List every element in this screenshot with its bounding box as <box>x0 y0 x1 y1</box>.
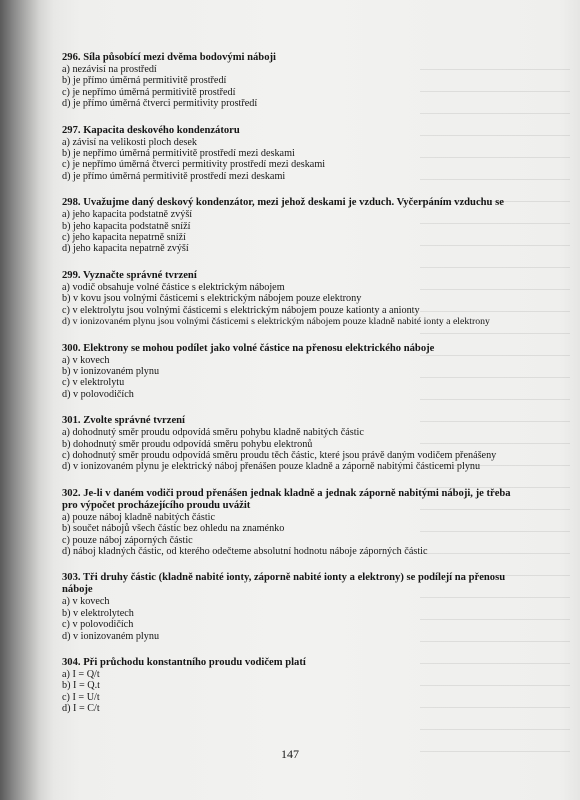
question-title: 301. Zvolte správné tvrzení <box>62 415 185 427</box>
option-a: a) nezávisí na prostředí <box>62 64 157 75</box>
question-title: 297. Kapacita deskového kondenzátoru <box>62 124 240 136</box>
option-b: b) je nepřímo úměrná permitivitě prostředí mezi deskami <box>62 148 295 160</box>
question-302 <box>62 488 562 558</box>
option-a: a) dohodnutý směr proudu odpovídá směru pohybu kladně nabitých částic <box>62 427 364 439</box>
option-d: d) je přímo úměrná čtverci permitivity prostředí <box>62 98 258 110</box>
option-c: c) je nepřímo úměrná permitivitě prostředí <box>62 86 236 98</box>
option-b: b) jeho kapacita podstatně sníží <box>62 220 191 232</box>
option-b: b) I = Q.t <box>62 680 100 692</box>
option-a: a) závisí na velikosti ploch desek <box>62 136 197 148</box>
option-d: d) v ionizovaném plynu <box>62 630 160 642</box>
question-300 <box>62 343 562 401</box>
option-b: b) v elektrolytech <box>62 607 134 619</box>
question-title: 302. Je-li v daném vodiči proud přenášen jednak kladně a jednak záporně nabitými náboji, je třeba pro výpočet procházejícího proudu uvážit <box>62 487 511 511</box>
question-title: 298. Uvažujme daný deskový kondenzátor, mezi jehož deskami je vzduch. Vyčerpáním vzduchu se <box>62 197 504 209</box>
option-b: b) součet nábojů všech částic bez ohledu na znaménko <box>62 523 285 535</box>
question-304 <box>62 657 562 715</box>
option-a: a) v kovech <box>62 354 110 366</box>
option-d: d) jeho kapacita nepatrně zvýší <box>62 243 189 255</box>
option-a: a) jeho kapacita podstatně zvýší <box>62 209 193 221</box>
option-a: a) v kovech <box>62 596 110 608</box>
option-c: c) dohodnutý směr proudu odpovídá směru proudu těch částic, které jsou právě daným vodičem přenášeny <box>62 449 497 461</box>
question-title: 303. Tři druhy částic (kladně nabité ionty, záporně nabité ionty a elektrony) se podílejí na přenosu náboje <box>62 572 506 596</box>
option-b: b) je přímo úměrná permitivitě prostředí <box>62 75 227 87</box>
option-d: d) je přímo úměrná permitivitě prostředí mezi deskami <box>62 170 286 182</box>
option-c: c) v elektrolytu <box>62 377 125 389</box>
option-d: d) v ionizovaném plynu je elektrický náboj přenášen pouze kladně a záporně nabitými částicemi plynu <box>62 461 481 473</box>
question-296 <box>62 52 562 110</box>
option-b: b) v ionizovaném plynu <box>62 365 160 377</box>
question-title: 300. Elektrony se mohou podílet jako volné částice na přenosu elektrického náboje <box>62 342 435 354</box>
question-297 <box>62 125 562 183</box>
question-303 <box>62 572 562 642</box>
option-c: c) pouze náboj záporných částic <box>62 534 193 546</box>
question-299 <box>62 270 562 328</box>
option-c: c) je nepřímo úměrná čtverci permitivity prostředí mezi deskami <box>62 159 326 171</box>
option-c: c) v elektrolytu jsou volnými částicemi s elektrickým nábojem pouze kationty a anionty <box>62 304 420 316</box>
question-301 <box>62 415 562 473</box>
option-d: d) v polovodičích <box>62 388 134 400</box>
question-list <box>62 52 562 715</box>
question-298 <box>62 197 562 255</box>
option-b: b) dohodnutý směr proudu odpovídá směru pohybu elektronů <box>62 438 313 450</box>
question-title: 296. Síla působící mezi dvěma bodovými náboji <box>62 52 276 63</box>
question-title: 304. Při průchodu konstantního proudu vodičem platí <box>62 657 306 668</box>
option-b: b) v kovu jsou volnými částicemi s elektrickým nábojem pouze elektrony <box>62 293 362 305</box>
option-d: d) náboj kladných částic, od kterého odečteme absolutní hodnotu náboje záporných částic <box>62 545 428 557</box>
option-a: a) I = Q/t <box>62 669 100 680</box>
page-number: 147 <box>281 747 299 761</box>
question-title: 299. Vyznačte správné tvrzení <box>62 269 197 281</box>
option-c: c) I = U/t <box>62 691 100 703</box>
option-a: a) pouze náboj kladně nabitých částic <box>62 511 216 523</box>
option-c: c) v polovodičích <box>62 619 134 631</box>
option-d: d) I = C/t <box>62 703 100 715</box>
option-c: c) jeho kapacita nepatrně sníží <box>62 232 186 244</box>
option-a: a) vodič obsahuje volné částice s elektrickým nábojem <box>62 281 285 293</box>
option-d: d) v ionizovaném plynu jsou volnými částicemi s elektrickým nábojem pouze kladně nabité ionty a elektrony <box>62 316 490 328</box>
